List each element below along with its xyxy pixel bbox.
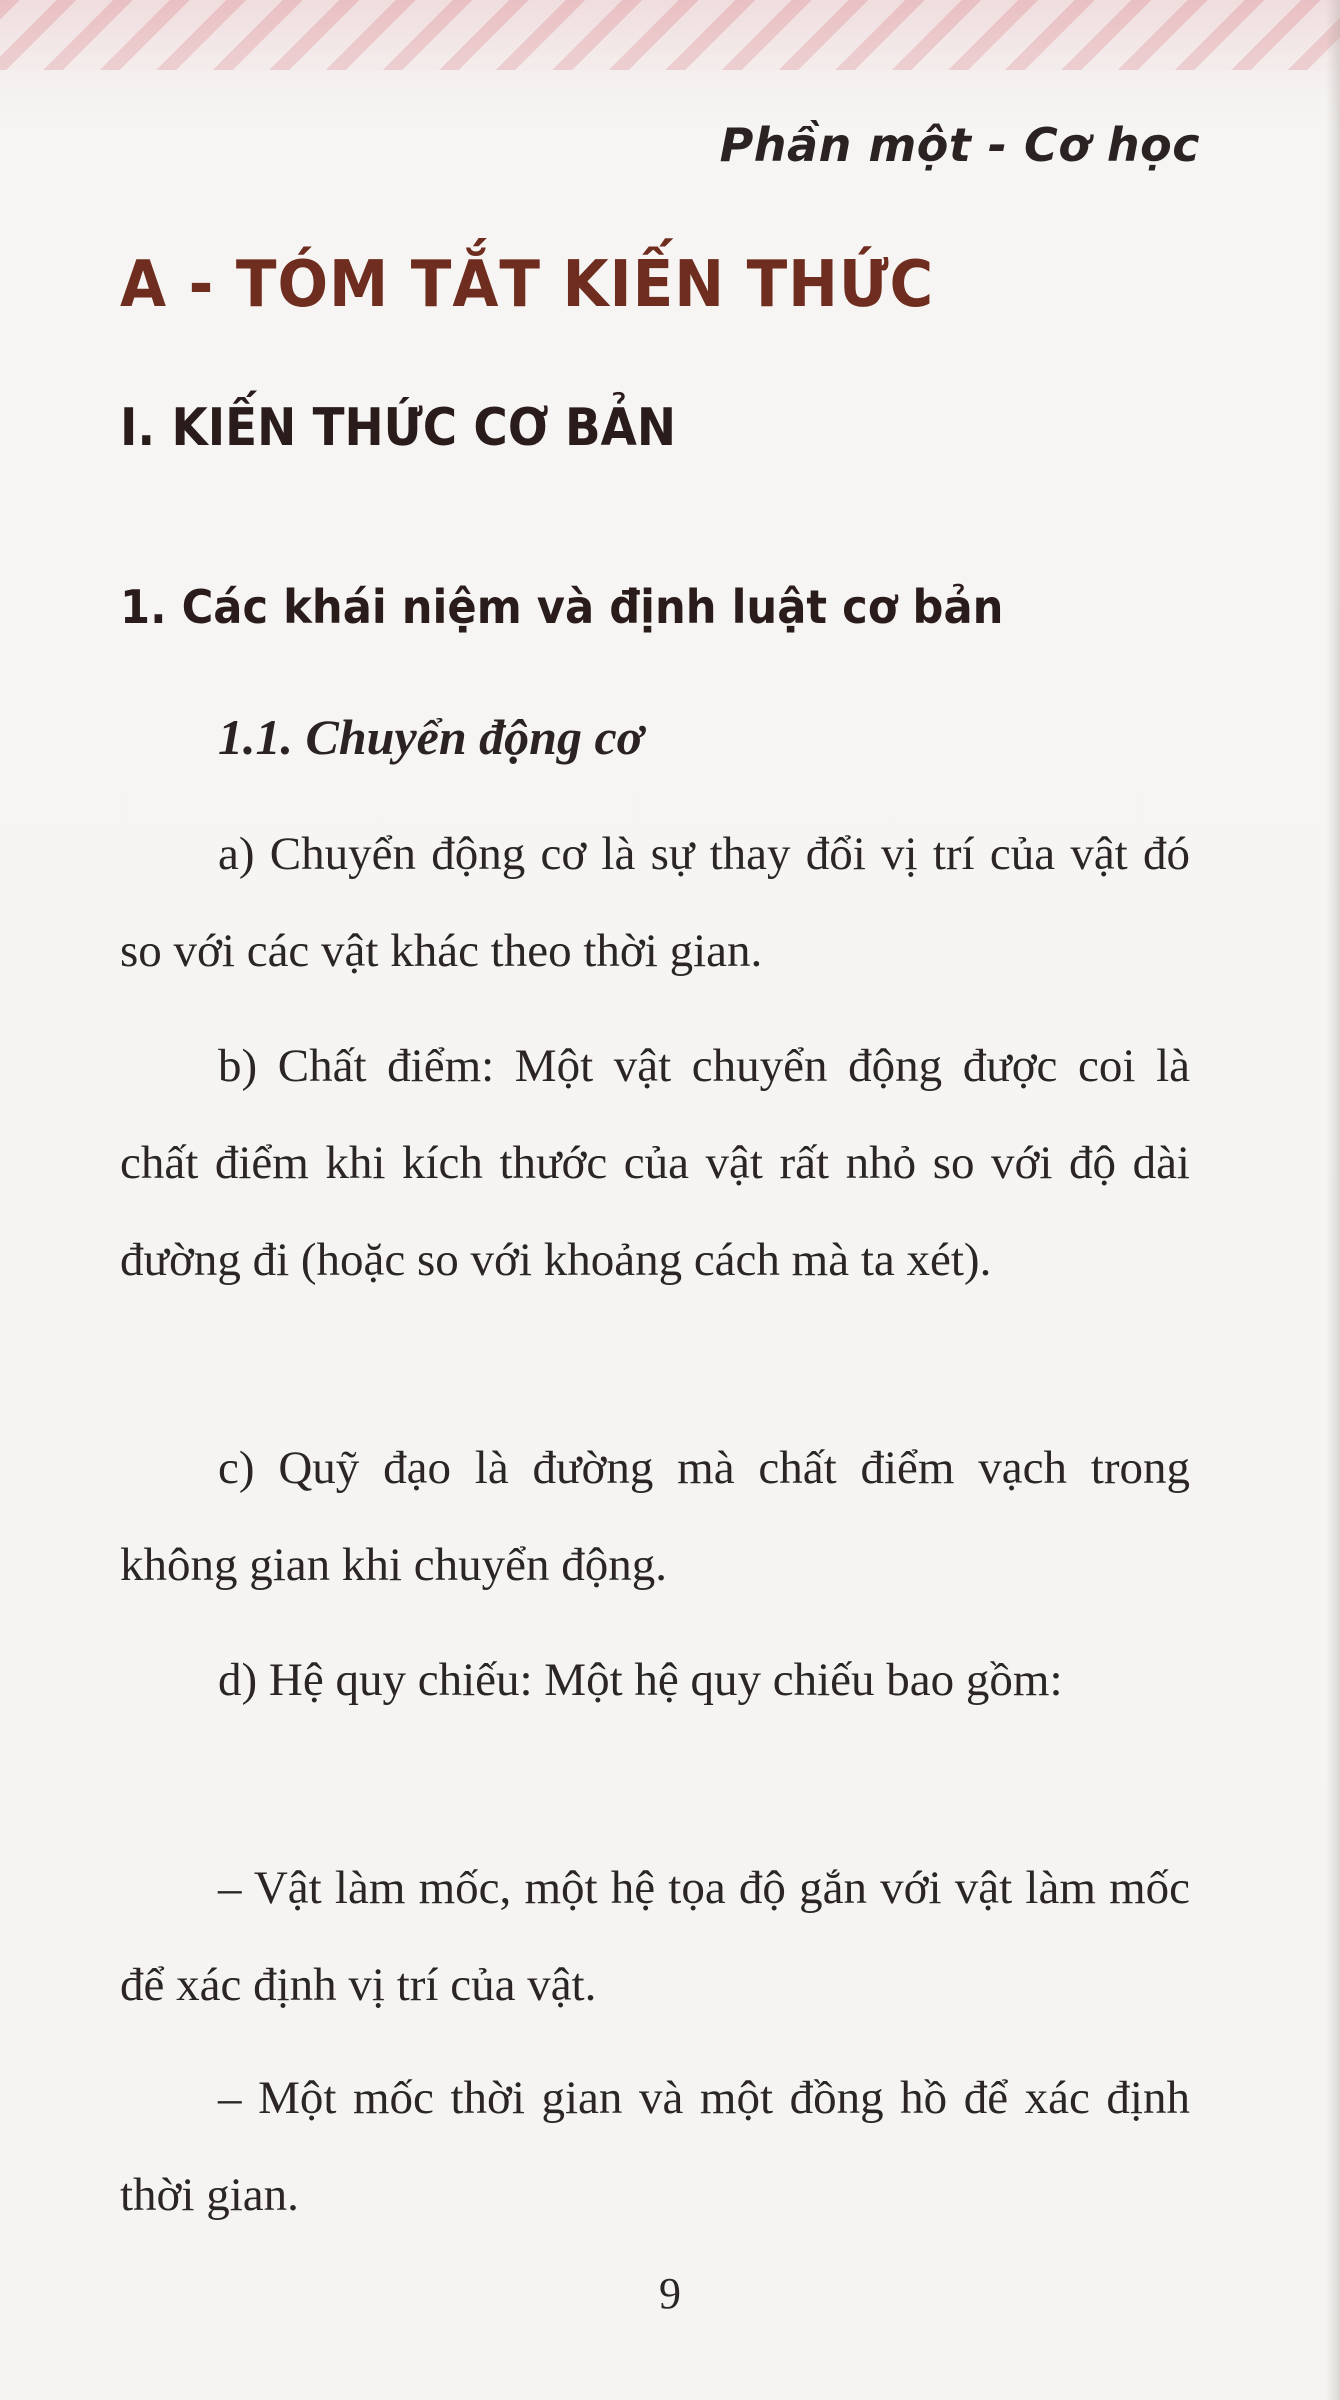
- paragraph-a: a) Chuyển động cơ là sự thay đổi vị trí của vật đó so với các vật khác theo thời gian.: [120, 828, 1190, 977]
- decorative-top-band: [0, 0, 1340, 70]
- list-item-reference-body: – Vật làm mốc, một hệ tọa độ gắn với vật làm mốc để xác định vị trí của vật.: [120, 1862, 1190, 2011]
- section-heading-a: A - TÓM TẮT KIẾN THỨC: [120, 248, 935, 322]
- subsection-heading-1-1: 1.1. Chuyển động cơ: [218, 709, 644, 765]
- running-header: Phần một - Cơ học: [719, 118, 1200, 172]
- list-item-time-origin: – Một mốc thời gian và một đồng hồ để xác định thời gian.: [120, 2072, 1190, 2221]
- page-number: 9: [659, 2269, 681, 2318]
- subsection-heading-1: 1. Các khái niệm và định luật cơ bản: [120, 580, 1004, 634]
- paragraph-c: c) Quỹ đạo là đường mà chất điểm vạch trong không gian khi chuyển động.: [120, 1442, 1190, 1591]
- page-edge-shadow: [1326, 0, 1340, 2400]
- paragraph-d: d) Hệ quy chiếu: Một hệ quy chiếu bao gồm:: [218, 1654, 1063, 1706]
- paragraph-b: b) Chất điểm: Một vật chuyển động được coi là chất điểm khi kích thước của vật rất nhỏ so với độ dài đường đi (hoặc so với khoảng cách mà ta xét).: [120, 1040, 1190, 1286]
- section-heading-i: I. KIẾN THỨC CƠ BẢN: [120, 398, 677, 458]
